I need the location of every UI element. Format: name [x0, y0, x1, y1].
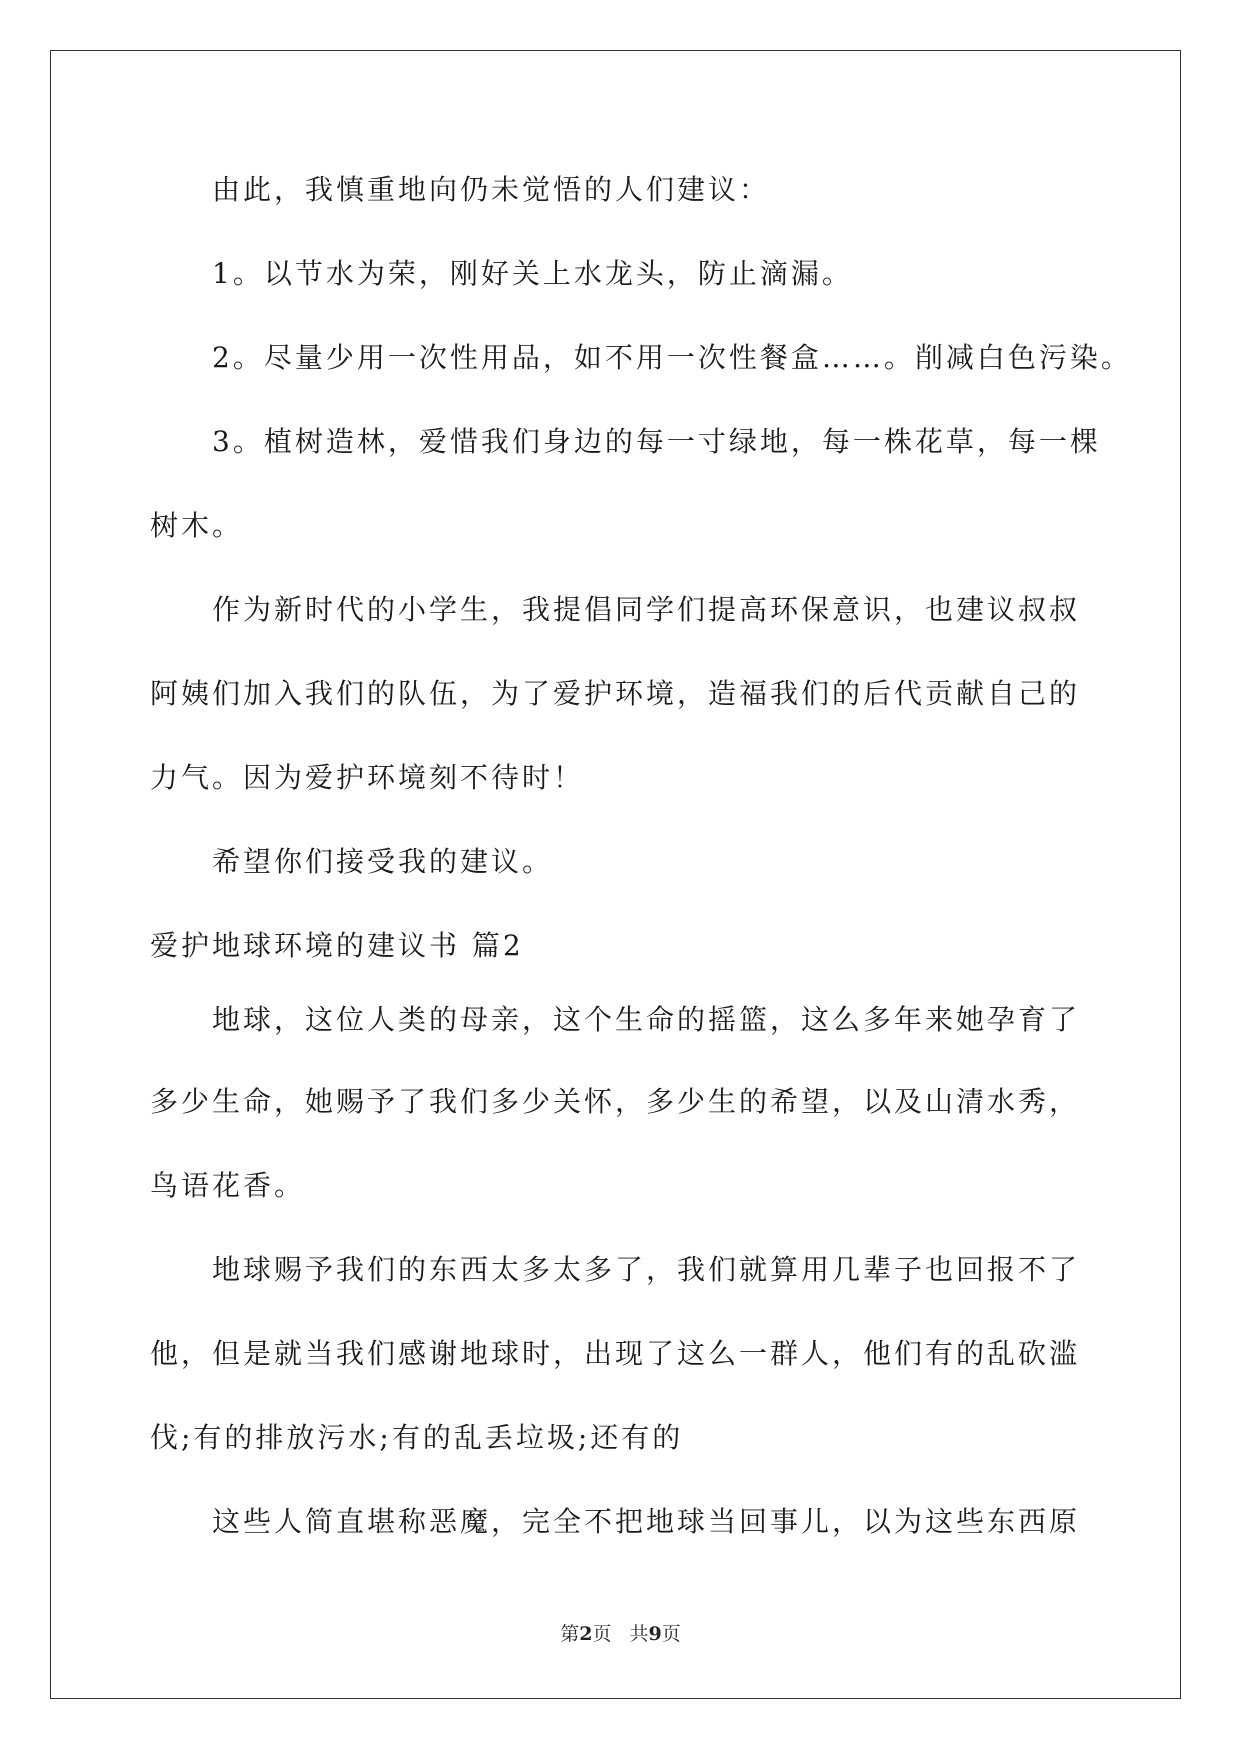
- paragraph-line: 希望你们接受我的建议。: [212, 845, 554, 878]
- section-heading: 爱护地球环境的建议书 篇2: [150, 929, 524, 962]
- current-page-number: 2: [579, 1623, 593, 1645]
- paragraph-line: 伐;有的排放污水;有的乱丢垃圾;还有的: [150, 1421, 684, 1454]
- paragraph-line: 树木。: [150, 509, 244, 542]
- list-item: 2。尽量少用一次性用品，如不用一次性餐盒……。削减白色污染。: [212, 341, 1132, 374]
- paragraph-line: 由此，我慎重地向仍未觉悟的人们建议：: [212, 173, 771, 206]
- paragraph-line: 他，但是就当我们感谢地球时，出现了这么一群人，他们有的乱砍滥: [150, 1337, 1081, 1370]
- paragraph-line: 地球赐予我们的东西太多太多了，我们就算用几辈子也回报不了: [212, 1253, 1081, 1286]
- page-number-prefix: 第: [560, 1623, 580, 1645]
- document-body: [150, 160, 1132, 1576]
- paragraph-line: 鸟语花香。: [150, 1169, 306, 1202]
- paragraph-line: 阿姨们加入我们的队伍，为了爱护环境，造福我们的后代贡献自己的: [150, 677, 1081, 710]
- paragraph-line: 力气。因为爱护环境刻不待时！: [150, 761, 585, 794]
- total-pages-unit: 页: [661, 1623, 681, 1645]
- paragraph-line: 这些人简直堪称恶魔，完全不把地球当回事儿，以为这些东西原: [212, 1505, 1081, 1538]
- total-page-count: 9: [648, 1623, 662, 1645]
- list-item: 1。以节水为荣，刚好关上水龙头，防止滴漏。: [212, 257, 853, 290]
- list-item: 3。植树造林，爱惜我们身边的每一寸绿地，每一株花草，每一棵: [212, 425, 1101, 458]
- paragraph-line: 地球，这位人类的母亲，这个生命的摇篮，这么多年来她孕育了: [212, 1003, 1081, 1036]
- total-pages-prefix: 共: [629, 1623, 649, 1645]
- page-number-unit: 页: [592, 1623, 612, 1645]
- page-footer: [0, 1622, 1241, 1646]
- paragraph-line: 作为新时代的小学生，我提倡同学们提高环保意识，也建议叔叔: [212, 593, 1081, 626]
- paragraph-line: 多少生命，她赐予了我们多少关怀，多少生的希望，以及山清水秀，: [150, 1085, 1081, 1118]
